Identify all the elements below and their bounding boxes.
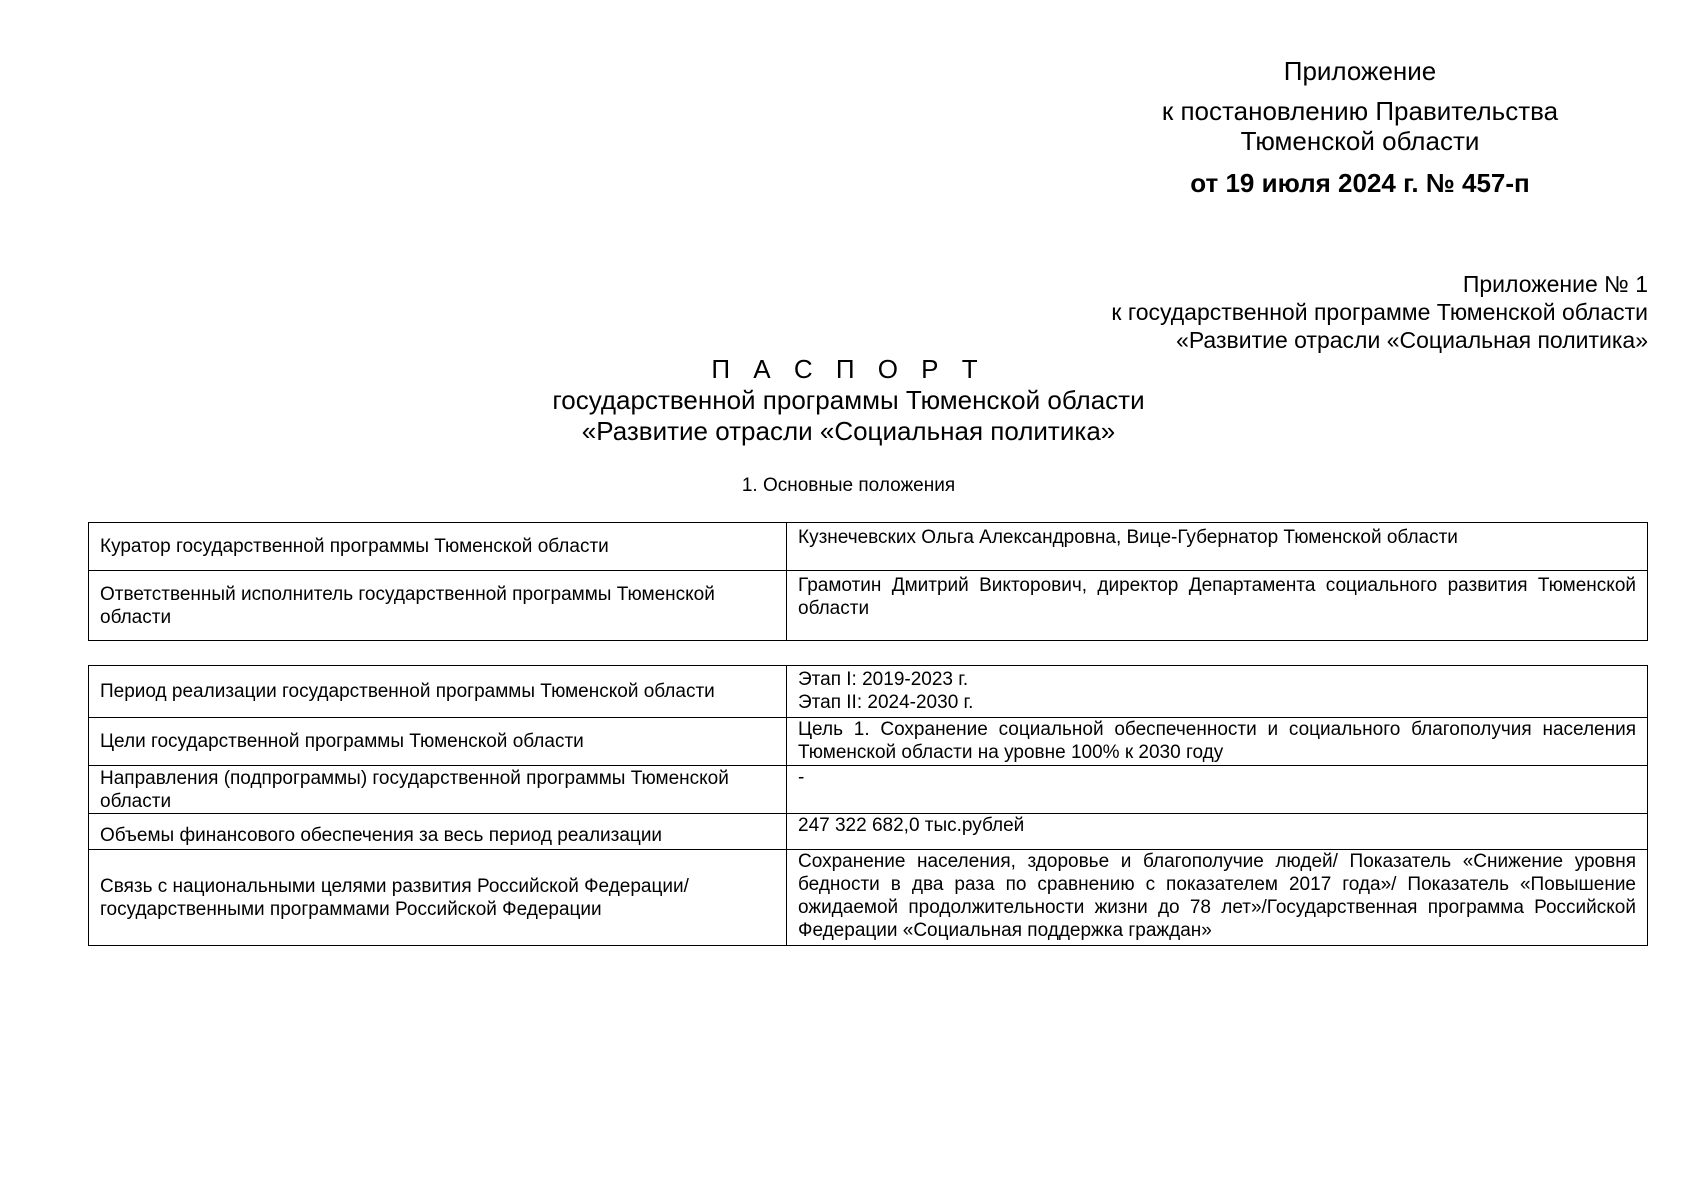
row-value: [787, 666, 1648, 718]
row-label: Ответственный исполнитель государственной программы Тюменской области: [89, 571, 787, 641]
row-value: Цель 1. Сохранение социальной обеспеченности и социального благополучия населения Тюменской области на уровне 100% к 2030 году: [787, 718, 1648, 766]
table-row: [89, 571, 1648, 641]
row-value: 247 322 682,0 тыс.рублей: [787, 814, 1648, 850]
approval-line-2: Тюменской области: [1240, 126, 1480, 156]
label-line-2: государственными программами Российской Федерации: [100, 898, 602, 920]
table-row: [89, 850, 1648, 946]
appendix-line-1: Приложение № 1: [1462, 271, 1648, 297]
title-line-1: государственной программы Тюменской области: [552, 385, 1145, 415]
stage-1: Этап I: 2019-2023 г.: [798, 669, 969, 690]
approval-line-1: к постановлению Правительства: [1161, 96, 1559, 126]
appendix-line-3: «Развитие отрасли «Социальная политика»: [1176, 327, 1648, 353]
stage-2: Этап II: 2024-2030 г.: [798, 692, 974, 713]
row-label: Направления (подпрограммы) государственной программы Тюменской области: [89, 766, 787, 814]
table-row: [89, 718, 1648, 766]
appendix-block: [1111, 270, 1648, 354]
program-details-table: [88, 665, 1648, 946]
table-row: [89, 814, 1648, 850]
row-label: Период реализации государственной программы Тюменской области: [89, 666, 787, 718]
row-label: [89, 850, 787, 946]
row-label: Куратор государственной программы Тюменской области: [89, 523, 787, 571]
table-row: [89, 666, 1648, 718]
table-row: [89, 523, 1648, 571]
row-value: Сохранение населения, здоровье и благополучие людей/ Показатель «Снижение уровня бедности в два раза по сравнению с показателем 2017 года»/ Показатель «Повышение ожидаемой продолжительности жизни до 78 лет»/Государственная программа Российской Федерации «Социальная поддержка граждан»: [787, 850, 1648, 946]
table-row: [89, 766, 1648, 814]
label-line-1: Связь с национальными целями развития Российской Федерации/: [100, 875, 689, 897]
approval-block: [1140, 56, 1580, 198]
title-line-2: «Развитие отрасли «Социальная политика»: [581, 416, 1116, 446]
approval-date-number: от 19 июля 2024 г. № 457-п: [1190, 168, 1530, 198]
approval-title: Приложение: [1283, 56, 1437, 86]
responsibles-table: [88, 522, 1648, 641]
row-value: Кузнечевских Ольга Александровна, Вице-Губернатор Тюменской области: [787, 523, 1648, 571]
row-label: Цели государственной программы Тюменской области: [89, 718, 787, 766]
section-title: 1. Основные положения: [741, 475, 956, 496]
row-value: -: [787, 766, 1648, 814]
appendix-line-2: к государственной программе Тюменской области: [1111, 299, 1648, 325]
passport-heading: П А С П О Р Т: [711, 354, 986, 384]
document-title: [0, 354, 1697, 447]
row-value: Грамотин Дмитрий Викторович, директор Департамента социального развития Тюменской области: [787, 571, 1648, 641]
row-label: Объемы финансового обеспечения за весь период реализации: [89, 814, 787, 850]
